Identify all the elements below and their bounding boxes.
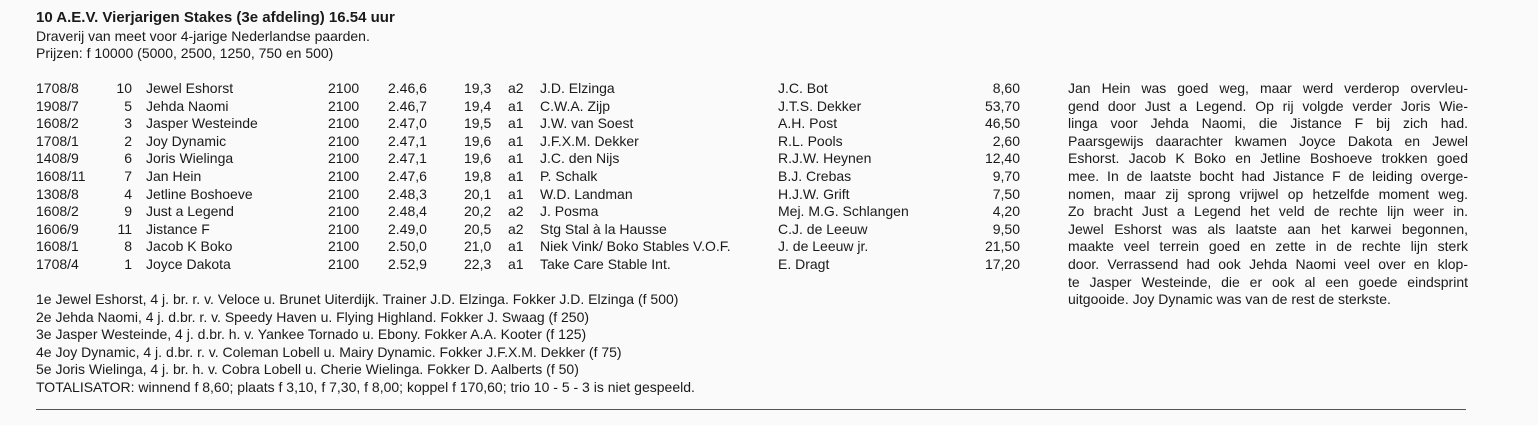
result-distance: 2100 xyxy=(328,238,360,255)
commentary-line: Jan Hein was goed weg, maar werd verderop overvleu- xyxy=(1068,80,1468,96)
result-driver: J.F.X.M. Dekker xyxy=(540,132,639,149)
commentary-line: Paarsgewijs daarachter kwamen Joyce Dakota en Jewel xyxy=(1068,132,1468,149)
result-date: 1908/7 xyxy=(36,97,79,114)
result-time: 2.48,4 xyxy=(388,203,427,220)
result-kilometer-time: 20,5 xyxy=(464,220,492,237)
result-distance: 2100 xyxy=(328,167,360,184)
result-horse: Joris Wielinga xyxy=(146,150,234,167)
placing-line: 1e Jewel Eshorst, 4 j. br. r. v. Veloce u. Brunet Uiterdijk. Trainer J.D. Elzinga. Fokker J.D. Elzinga (f 500) xyxy=(36,291,679,307)
result-row xyxy=(36,256,1036,274)
result-row xyxy=(36,133,1036,151)
result-date: 1708/1 xyxy=(36,132,79,149)
result-owner: Mej. M.G. Schlangen xyxy=(778,203,909,220)
race-commentary xyxy=(1068,80,1468,309)
result-kilometer-time: 19,4 xyxy=(464,97,492,114)
result-driver: Niek Vink/ Boko Stables V.O.F. xyxy=(540,238,731,255)
result-time: 2.47,0 xyxy=(388,115,427,132)
result-time: 2.47,6 xyxy=(388,167,427,184)
result-row xyxy=(36,221,1036,239)
placing-line: 2e Jehda Naomi, 4 j. d.br. r. v. Speedy Haven u. Flying Highland. Fokker J. Swaag (f 250) xyxy=(36,308,590,325)
result-odds: 46,50 xyxy=(984,115,1020,132)
result-date: 1708/8 xyxy=(36,80,79,96)
commentary-line: Jewel Eshorst was als laatste aan het karwei begonnen, xyxy=(1068,220,1468,237)
result-driver: Stg Stal à la Hausse xyxy=(540,220,667,237)
result-odds: 2,60 xyxy=(992,132,1020,149)
commentary-line: Zo bracht Just a Legend het veld de rechte lijn weer in. xyxy=(1068,203,1468,220)
result-start: a1 xyxy=(508,97,524,114)
result-kilometer-time: 19,8 xyxy=(464,167,492,184)
result-odds: 8,60 xyxy=(992,80,1020,96)
result-kilometer-time: 19,3 xyxy=(464,80,492,96)
result-number: 2 xyxy=(124,132,132,149)
result-odds: 9,50 xyxy=(992,220,1020,237)
result-start: a1 xyxy=(508,132,524,149)
result-date: 1606/9 xyxy=(36,220,79,237)
result-time: 2.46,7 xyxy=(388,97,427,114)
result-distance: 2100 xyxy=(328,132,360,149)
result-driver: Take Care Stable Int. xyxy=(540,255,671,272)
result-horse: Jetline Boshoeve xyxy=(146,185,253,202)
result-row xyxy=(36,115,1036,133)
result-row xyxy=(36,238,1036,256)
result-driver: J.W. van Soest xyxy=(540,115,634,132)
result-number: 6 xyxy=(124,150,132,167)
result-number: 5 xyxy=(124,97,132,114)
result-odds: 7,50 xyxy=(992,185,1020,202)
divider-rule xyxy=(36,409,1466,410)
results-table xyxy=(36,80,1036,274)
result-distance: 2100 xyxy=(328,255,360,272)
result-date: 1608/2 xyxy=(36,115,79,132)
result-kilometer-time: 22,3 xyxy=(464,255,492,272)
result-driver: P. Schalk xyxy=(540,167,598,184)
result-start: a2 xyxy=(508,220,524,237)
result-start: a2 xyxy=(508,203,524,220)
commentary-line: Eshorst. Jacob K Boko en Jetline Boshoeve trokken goed xyxy=(1068,150,1468,167)
result-date: 1608/2 xyxy=(36,203,79,220)
result-owner: H.J.W. Grift xyxy=(778,185,850,202)
result-driver: W.D. Landman xyxy=(540,185,633,202)
result-horse: Jacob K Boko xyxy=(146,238,233,255)
result-date: 1408/9 xyxy=(36,150,79,167)
result-time: 2.47,1 xyxy=(388,150,427,167)
result-start: a1 xyxy=(508,115,524,132)
result-time: 2.50,0 xyxy=(388,238,427,255)
result-number: 7 xyxy=(124,167,132,184)
result-odds: 9,70 xyxy=(992,167,1020,184)
result-distance: 2100 xyxy=(328,80,360,96)
result-kilometer-time: 19,6 xyxy=(464,150,492,167)
commentary-line: mee. In de laatste bocht had Jistance F de leiding overge- xyxy=(1068,167,1468,184)
result-time: 2.46,6 xyxy=(388,80,427,96)
result-driver: J.D. Elzinga xyxy=(540,80,615,96)
result-horse: Jehda Naomi xyxy=(146,97,229,114)
placing-line: 5e Joris Wielinga, 4 j. br. h. v. Cobra Lobell u. Cherie Wielinga. Fokker D. Aalberts (f 50) xyxy=(36,361,579,378)
result-horse: Jasper Westeinde xyxy=(146,115,258,132)
result-start: a1 xyxy=(508,150,524,167)
result-distance: 2100 xyxy=(328,203,360,220)
totalisator-line: TOTALISATOR: winnend f 8,60; plaats f 3,10, f 7,30, f 8,00; koppel f 170,60; trio 10 - 5 - 3 is niet gespeeld. xyxy=(36,378,695,395)
result-number: 10 xyxy=(116,80,132,96)
result-driver: J.C. den Nijs xyxy=(540,150,620,167)
result-owner: J.T.S. Dekker xyxy=(778,97,862,114)
result-horse: Just a Legend xyxy=(146,203,234,220)
result-odds: 4,20 xyxy=(992,203,1020,220)
race-title: 10 A.E.V. Vierjarigen Stakes (3e afdeling) 16.54 uur xyxy=(36,9,395,26)
result-owner: J.C. Bot xyxy=(778,80,828,96)
result-time: 2.48,3 xyxy=(388,185,427,202)
result-row xyxy=(36,168,1036,186)
result-horse: Jistance F xyxy=(146,220,210,237)
result-kilometer-time: 20,1 xyxy=(464,185,492,202)
result-number: 9 xyxy=(124,203,132,220)
result-time: 2.47,1 xyxy=(388,132,427,149)
result-number: 3 xyxy=(124,115,132,132)
commentary-line: linga voor Jehda Naomi, die Jistance F bij zich had. xyxy=(1068,115,1468,132)
commentary-line: gend door Just a Legend. Op rij volgde verder Joris Wie- xyxy=(1068,97,1468,114)
result-date: 1708/4 xyxy=(36,255,79,272)
result-time: 2.52,9 xyxy=(388,255,427,272)
commentary-line: maakte veel terrein goed en zette in de rechte lijn sterk xyxy=(1068,238,1468,255)
result-number: 4 xyxy=(124,185,132,202)
result-date: 1608/11 xyxy=(36,167,86,184)
placing-line: 3e Jasper Westeinde, 4 j. d.br. h. v. Yankee Tornado u. Ebony. Fokker A.A. Kooter (f 125) xyxy=(36,326,587,343)
result-start: a1 xyxy=(508,185,524,202)
result-distance: 2100 xyxy=(328,220,360,237)
result-owner: R.J.W. Heynen xyxy=(778,150,872,167)
result-odds: 12,40 xyxy=(984,150,1020,167)
result-odds: 17,20 xyxy=(984,255,1020,272)
result-distance: 2100 xyxy=(328,115,360,132)
result-odds: 53,70 xyxy=(984,97,1020,114)
result-owner: B.J. Crebas xyxy=(778,167,852,184)
result-kilometer-time: 19,6 xyxy=(464,132,492,149)
placing-line: 4e Joy Dynamic, 4 j. d.br. r. v. Coleman Lobell u. Mairy Dynamic. Fokker J.F.X.M. Dekker (f 75) xyxy=(36,343,622,360)
result-distance: 2100 xyxy=(328,97,360,114)
result-driver: C.W.A. Zijp xyxy=(540,97,611,114)
placings-list xyxy=(36,291,936,397)
result-owner: R.L. Pools xyxy=(778,132,843,149)
result-row xyxy=(36,186,1036,204)
result-odds: 21,50 xyxy=(984,238,1020,255)
result-number: 8 xyxy=(124,238,132,255)
result-owner: E. Dragt xyxy=(778,255,830,272)
result-horse: Joy Dynamic xyxy=(146,132,227,149)
result-start: a2 xyxy=(508,80,524,96)
race-prizes: Prijzen: f 10000 (5000, 2500, 1250, 750 en 500) xyxy=(36,45,334,61)
race-header xyxy=(36,8,556,62)
result-start: a1 xyxy=(508,167,524,184)
result-driver: J. Posma xyxy=(540,203,599,220)
result-kilometer-time: 19,5 xyxy=(464,115,492,132)
result-owner: J. de Leeuw jr. xyxy=(778,238,869,255)
result-start: a1 xyxy=(508,238,524,255)
result-distance: 2100 xyxy=(328,185,360,202)
result-horse: Jewel Eshorst xyxy=(146,80,234,96)
result-row xyxy=(36,203,1036,221)
commentary-line: nomen, maar zij sprong vrijwel op hetzelfde moment weg. xyxy=(1068,185,1468,202)
result-owner: A.H. Post xyxy=(778,115,838,132)
result-date: 1608/1 xyxy=(36,238,79,255)
result-number: 11 xyxy=(117,220,132,237)
result-kilometer-time: 21,0 xyxy=(464,238,492,255)
result-distance: 2100 xyxy=(328,150,360,167)
result-horse: Jan Hein xyxy=(146,167,202,184)
commentary-line: te Jasper Westeinde, die er ook al een goede eindsprint xyxy=(1068,273,1468,290)
race-subtitle: Draverij van meet voor 4-jarige Nederlandse paarden. xyxy=(36,28,370,44)
result-row xyxy=(36,150,1036,168)
commentary-line: uitgooide. Joy Dynamic was van de rest de sterkste. xyxy=(1068,291,1391,308)
result-row xyxy=(36,80,1036,98)
result-number: 1 xyxy=(124,255,132,272)
result-kilometer-time: 20,2 xyxy=(464,203,492,220)
commentary-line: door. Verrassend had ook Jehda Naomi veel over en klop- xyxy=(1068,255,1468,272)
result-horse: Joyce Dakota xyxy=(146,255,231,272)
result-owner: C.J. de Leeuw xyxy=(778,220,868,237)
result-time: 2.49,0 xyxy=(388,220,427,237)
result-row xyxy=(36,98,1036,116)
result-start: a1 xyxy=(508,255,524,272)
result-date: 1308/8 xyxy=(36,185,79,202)
